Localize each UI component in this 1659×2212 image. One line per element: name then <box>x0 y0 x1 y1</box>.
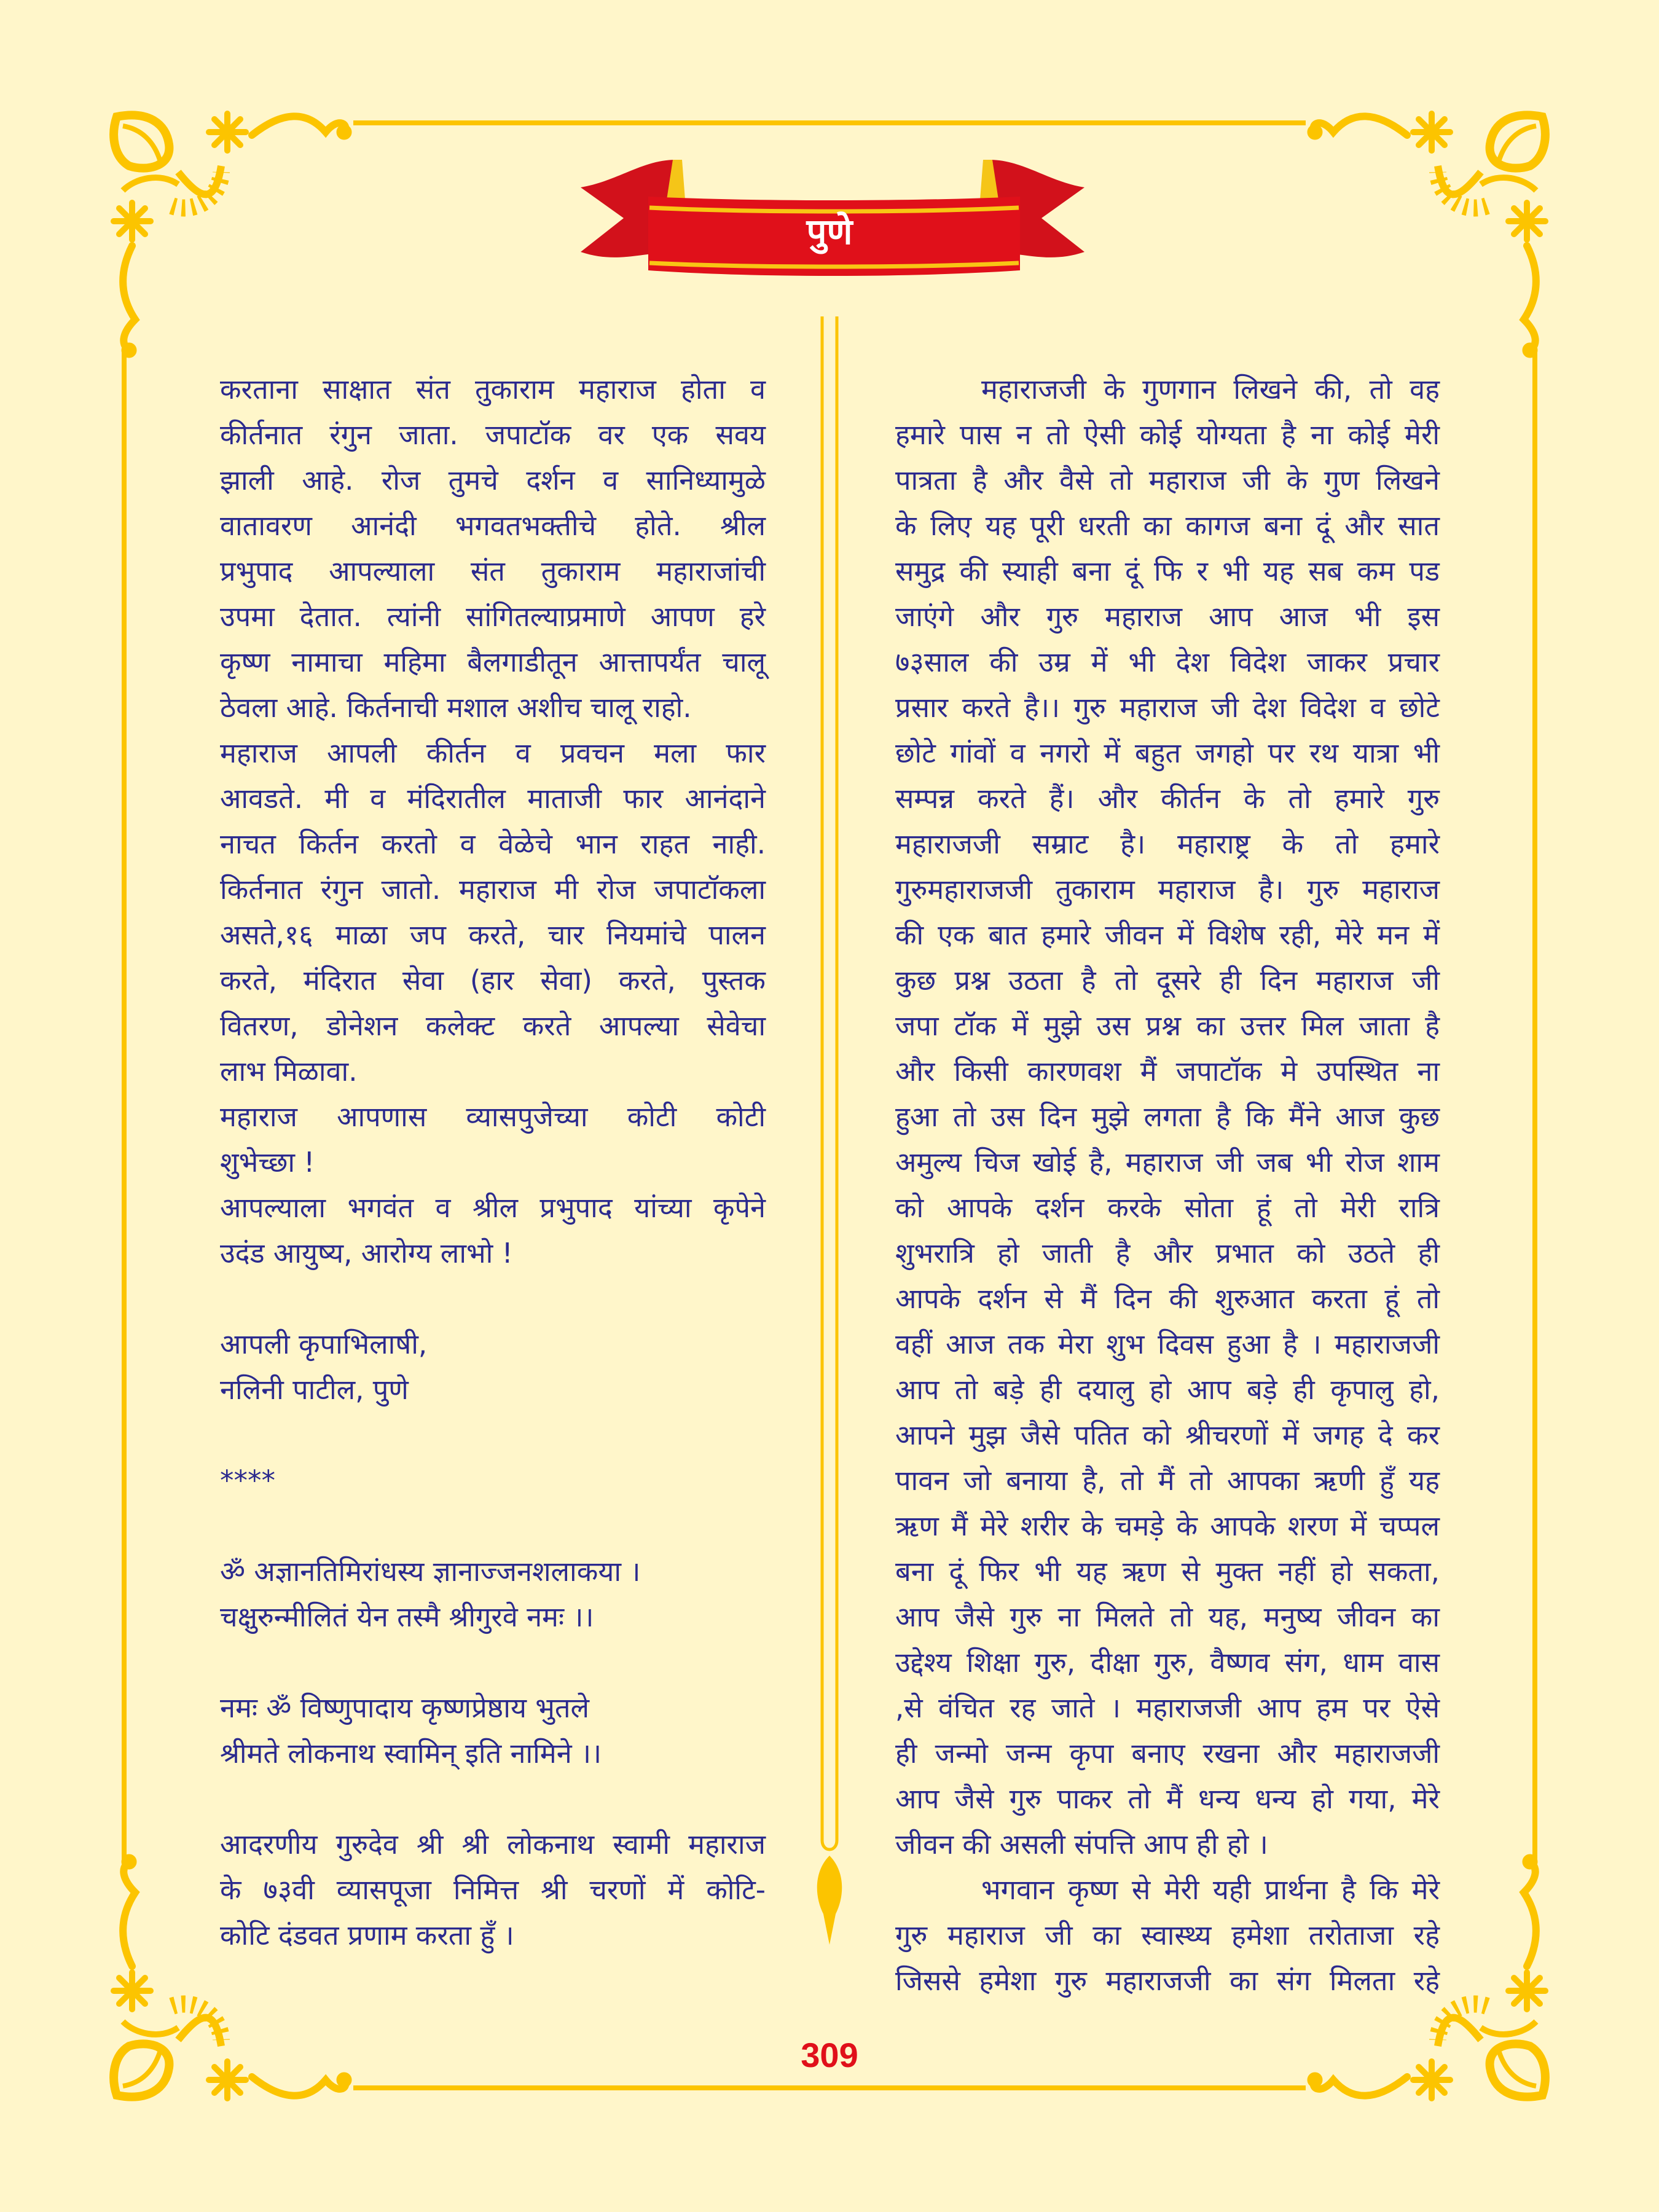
text-line: प्रसार करते है।। गुरु महाराज जी देश विदेश व छोटे <box>895 691 1440 724</box>
text-line: ठेवला आहे. किर्तनाची मशाल अशीच चालू राहो. <box>220 691 692 724</box>
text-line: शुभेच्छा ! <box>220 1146 315 1179</box>
text-line: अमुल्य चिज खोई है, महाराज जी जब भी रोज शाम <box>895 1146 1440 1179</box>
text-line: जपा टॉक में मुझे उस प्रश्न का उत्तर मिल जाता है <box>895 1010 1440 1042</box>
text-line: नलिनी पाटील, पुणे <box>220 1373 409 1406</box>
blank-line <box>220 1776 766 1822</box>
right-column-text <box>895 367 1440 2004</box>
text-line: आप तो बड़े ही दयालु हो आप बड़े ही कृपालु हो, <box>895 1373 1440 1406</box>
text-line: आप जैसे गुरु ना मिलते तो यह, मनुष्य जीवन का <box>895 1601 1440 1633</box>
text-line: वातावरण आनंदी भगवतभक्तीचे होते. श्रील <box>220 509 766 542</box>
text-line: की एक बात हमारे जीवन में विशेष रही, मेरे मन में <box>895 919 1440 951</box>
text-line: आपली कृपाभिलाषी, <box>220 1328 428 1360</box>
text-line: और किसी कारणवश मैं जपाटॉक मे उपस्थित ना <box>895 1055 1440 1088</box>
text-line: नमः ॐ विष्णुपादाय कृष्णप्रेष्ठाय भुतले <box>220 1692 590 1724</box>
text-line: करते, मंदिरात सेवा (हार सेवा) करते, पुस्तक <box>220 964 766 997</box>
text-line: जिससे हमेशा गुरु महाराजजी का संग मिलता रहे <box>895 1964 1440 1997</box>
text-line: ,से वंचित रह जाते । महाराजजी आप हम पर ऐसे <box>895 1692 1440 1724</box>
blank-line <box>220 1276 766 1322</box>
text-line: महाराजजी के गुणगान लिखने की, तो वह <box>981 373 1440 406</box>
text-line: आवडते. मी व मंदिरातील माताजी फार आनंदाने <box>220 782 766 815</box>
blank-line <box>220 1504 766 1549</box>
text-line: आपल्याला भगवंत व श्रील प्रभुपाद यांच्या कृपेने <box>220 1191 766 1224</box>
text-line: सम्पन्न करते हैं। और कीर्तन के तो हमारे गुरु <box>895 782 1440 815</box>
text-line: असते,१६ माळा जप करते, चार नियमांचे पालन <box>220 919 766 951</box>
text-line: महाराजजी सम्राट है। महाराष्ट्र के तो हमारे <box>895 828 1440 860</box>
text-line: वितरण, डोनेशन कलेक्ट करते आपल्या सेवेचा <box>220 1010 766 1042</box>
text-line: गुरुमहाराजजी तुकाराम महाराज है। गुरु महाराज <box>895 873 1440 906</box>
frame-line-left <box>122 344 127 1874</box>
left-column-text <box>220 367 766 1958</box>
text-line: उपमा देतात. त्यांनी सांगितल्याप्रमाणे आपण हरे <box>220 600 766 633</box>
text-line: गुरु महाराज जी का स्वास्थ्य हमेशा तरोताजा रहे <box>895 1919 1440 1951</box>
text-line: झाली आहे. रोज तुमचे दर्शन व सानिध्यामुळे <box>220 464 766 496</box>
text-line: छोटे गांवों व नगरो में बहुत जगहो पर रथ यात्रा भी <box>895 737 1440 769</box>
text-line: ऋण मैं मेरे शरीर के चमड़े के आपके शरण में चप्पल <box>895 1510 1440 1542</box>
page-title: पुणे <box>806 211 853 253</box>
text-line: वहीं आज तक मेरा शुभ दिवस हुआ है । महाराजजी <box>895 1328 1440 1360</box>
text-line: किर्तनात रंगुन जातो. महाराज मी रोज जपाटॉकला <box>220 873 766 906</box>
text-line: पात्रता है और वैसे तो महाराज जी के गुण लिखने <box>895 464 1440 496</box>
text-line: आप जैसे गुरु पाकर तो मैं धन्य धन्य हो गया, मेरे <box>895 1783 1440 1815</box>
frame-line-top <box>353 120 1306 125</box>
frame-line-right <box>1532 344 1537 1874</box>
text-line: बना दूं फिर भी यह ऋण से मुक्त नहीं हो सकता, <box>895 1555 1440 1588</box>
text-line: कीर्तनात रंगुन जाता. जपाटॉक वर एक सवय <box>220 418 766 451</box>
text-line: जाएंगे और गुरु महाराज आप आज भी इस <box>895 600 1440 633</box>
text-line: महाराज आपली कीर्तन व प्रवचन मला फार <box>220 737 766 769</box>
text-line: उदंड आयुष्य, आरोग्य लाभो ! <box>220 1237 513 1269</box>
text-line: करताना साक्षात संत तुकाराम महाराज होता व <box>220 373 766 406</box>
text-line: जीवन की असली संपत्ति आप ही हो । <box>895 1828 1268 1861</box>
text-line: चक्षुरुन्मीलितं येन तस्मै श्रीगुरवे नमः ।। <box>220 1601 594 1633</box>
text-line: आपने मुझ जैसे पतित को श्रीचरणों में जगह दे कर <box>895 1419 1440 1451</box>
text-line: लाभ मिळावा. <box>220 1055 358 1088</box>
text-line: के लिए यह पूरी धरती का कागज बना दूं और सात <box>895 509 1440 542</box>
blank-line <box>220 1413 766 1458</box>
text-line: कुछ प्रश्न उठता है तो दूसरे ही दिन महाराज जी <box>895 964 1440 997</box>
text-line: भगवान कृष्ण से मेरी यही प्रार्थना है कि मेरे <box>981 1873 1440 1906</box>
text-line: **** <box>220 1464 275 1497</box>
text-line: नाचत किर्तन करतो व वेळेचे भान राहत नाही. <box>220 828 766 860</box>
text-line: कोटि दंडवत प्रणाम करता हुँ । <box>220 1919 514 1951</box>
blank-line <box>220 1640 766 1685</box>
text-line: शुभरात्रि हो जाती है और प्रभात को उठते ही <box>895 1237 1440 1269</box>
page-number: 309 <box>801 2036 858 2074</box>
text-line: कृष्ण नामाचा महिमा बैलगाडीतून आत्तापर्यंत चालू <box>220 646 766 678</box>
text-line: ॐ अज्ञानतिमिरांधस्य ज्ञानाज्जनशलाकया । <box>220 1555 641 1588</box>
text-line: श्रीमते लोकनाथ स्वामिन् इति नामिने ।। <box>220 1737 602 1770</box>
text-line: के ७३वी व्यासपूजा निमित्त श्री चरणों में कोटि- <box>220 1873 766 1906</box>
text-line: उद्देश्य शिक्षा गुरु, दीक्षा गुरु, वैष्णव संग, धाम वास <box>895 1646 1440 1679</box>
text-line: आदरणीय गुरुदेव श्री श्री लोकनाथ स्वामी महाराज <box>220 1828 766 1861</box>
text-line: ७३साल की उम्र में भी देश विदेश जाकर प्रचार <box>895 646 1440 678</box>
text-line: हुआ तो उस दिन मुझे लगता है कि मैंने आज कुछ <box>895 1100 1440 1133</box>
text-line: हमारे पास न तो ऐसी कोई योग्यता है ना कोई मेरी <box>895 418 1440 451</box>
text-line: ही जन्मो जन्म कृपा बनाए रखना और महाराजजी <box>895 1737 1440 1770</box>
text-line: महाराज आपणास व्यासपुजेच्या कोटी कोटी <box>220 1100 766 1133</box>
column-divider-pen-icon <box>799 316 860 1963</box>
text-line: प्रभुपाद आपल्याला संत तुकाराम महाराजांची <box>220 555 766 587</box>
frame-line-bottom <box>353 2085 1306 2090</box>
text-line: समुद्र की स्याही बना दूं फि र भी यह सब कम पड <box>895 555 1440 587</box>
text-line: आपके दर्शन से मैं दिन की शुरुआत करता हूं तो <box>895 1282 1440 1315</box>
text-line: को आपके दर्शन करके सोता हूं तो मेरी रात्रि <box>895 1191 1440 1224</box>
text-line: पावन जो बनाया है, तो मैं तो आपका ऋणी हुँ यह <box>895 1464 1440 1497</box>
